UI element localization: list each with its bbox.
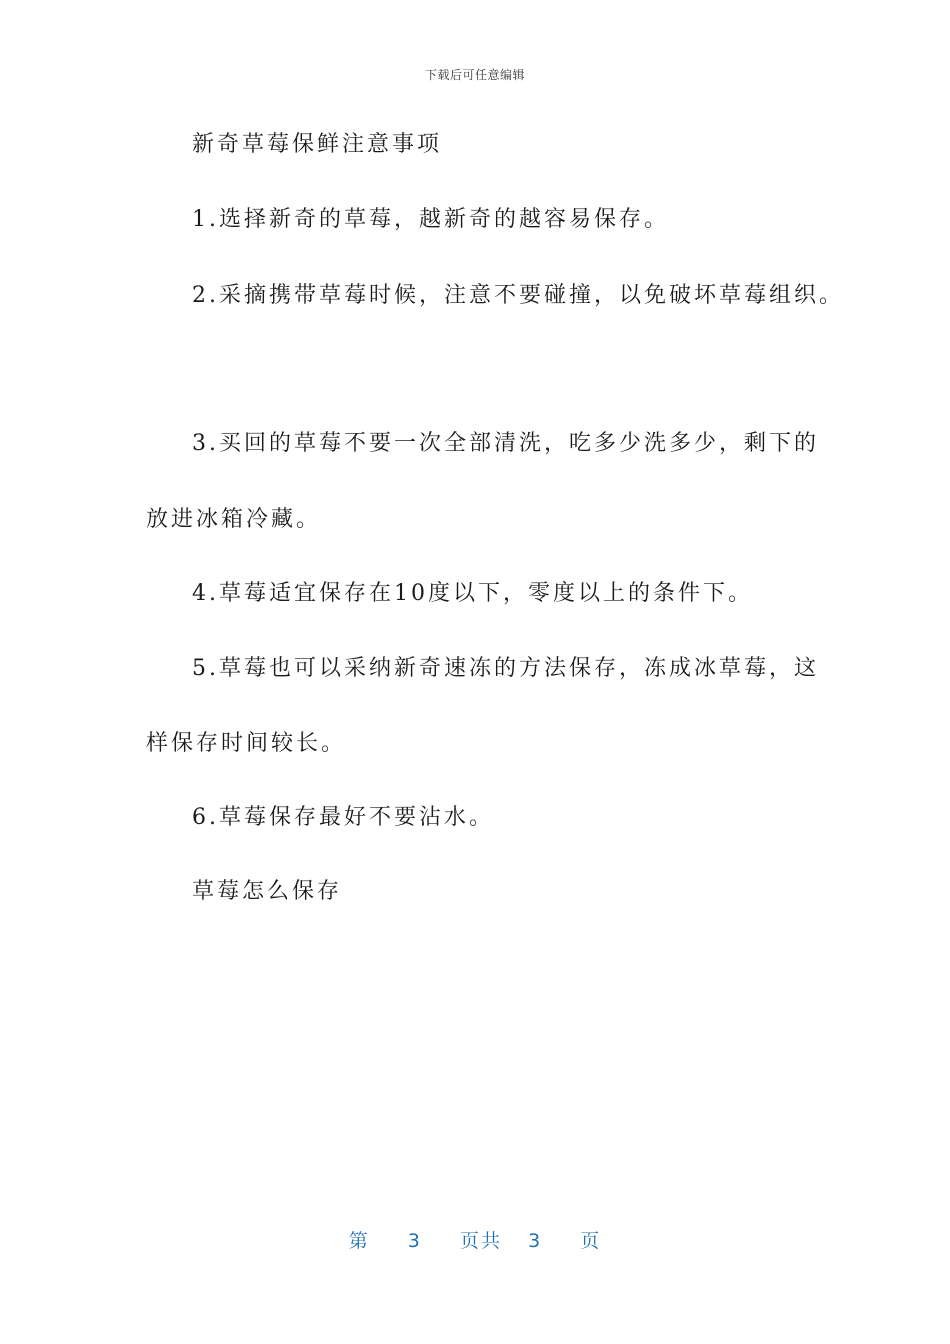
- page-number-footer: [0, 1226, 950, 1253]
- document-title: 新奇草莓保鲜注意事项: [192, 132, 443, 157]
- list-item-4: 4.草莓适宜保存在10度以下，零度以上的条件下。: [192, 581, 753, 606]
- section-subtitle: 草莓怎么保存: [192, 879, 343, 904]
- footer-total-pages: 3: [528, 1230, 543, 1252]
- list-item-1: 1.选择新奇的草莓，越新奇的越容易保存。: [192, 207, 669, 232]
- header-note: 下载后可任意编辑: [424, 68, 525, 82]
- list-item-5: 5.草莓也可以采纳新奇速冻的方法保存，冻成冰草莓，这: [192, 656, 819, 681]
- list-item-3: 3.买回的草莓不要一次全部清洗，吃多少洗多少，剩下的: [192, 431, 819, 456]
- list-item-2: 2.采摘携带草莓时候，注意不要碰撞，以免破坏草莓组织。: [192, 283, 844, 308]
- list-item-6: 6.草莓保存最好不要沾水。: [192, 805, 494, 830]
- footer-prefix: 第: [348, 1230, 370, 1252]
- footer-suffix: 页: [580, 1230, 602, 1252]
- list-item-3-continued: 放进冰箱冷藏。: [146, 507, 322, 532]
- footer-middle: 页共: [459, 1230, 502, 1252]
- footer-current-page: 3: [407, 1230, 422, 1252]
- list-item-5-continued: 样保存时间较长。: [146, 731, 347, 756]
